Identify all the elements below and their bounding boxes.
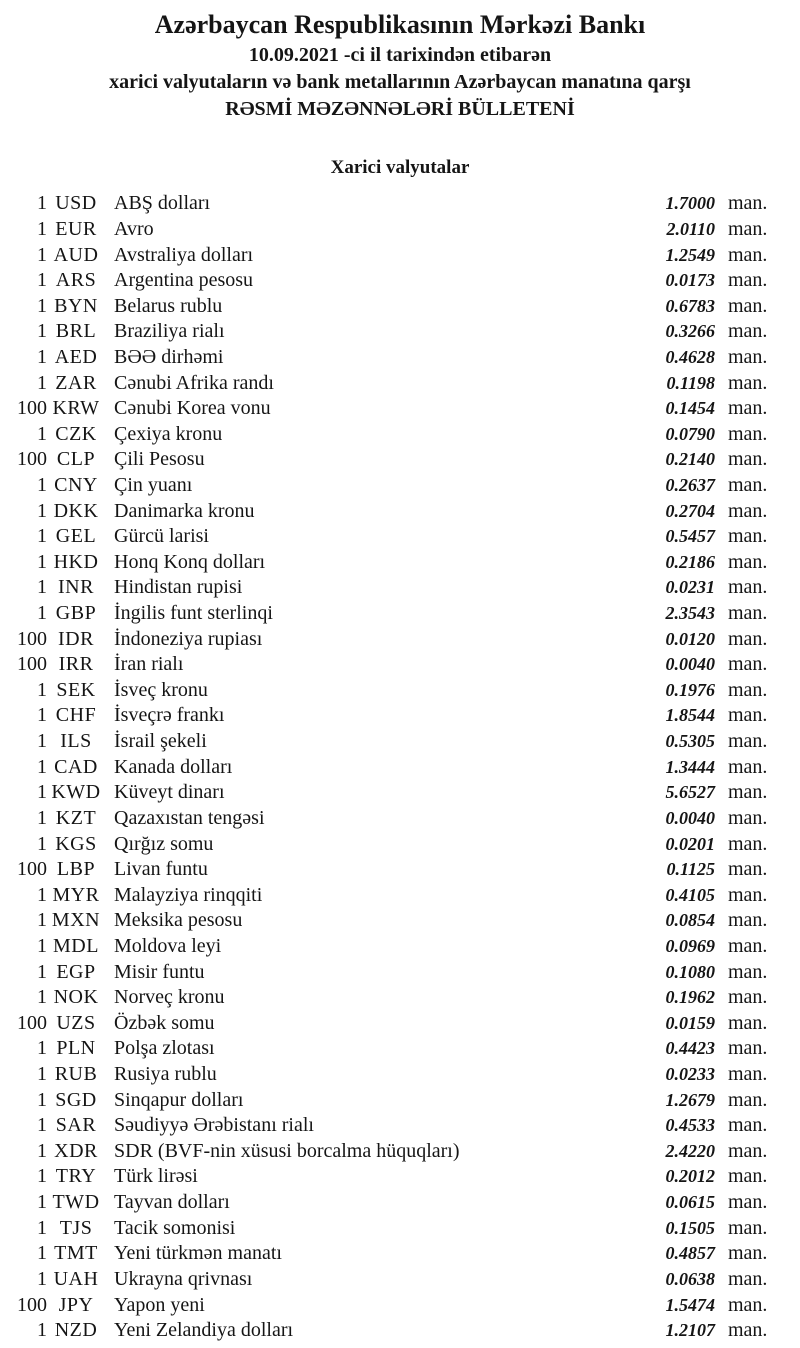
table-row [0, 652, 800, 678]
row-unit-label: man. [728, 1319, 768, 1342]
row-currency-code: MYR [52, 883, 100, 906]
row-currency-code: KWD [51, 781, 101, 804]
row-currency-code: KGS [55, 832, 97, 855]
row-currency-code: CNY [54, 474, 98, 496]
row-currency-code: USD [55, 192, 97, 215]
row-rate-value: 0.5457 [665, 526, 715, 547]
row-currency-code: ILS [60, 730, 92, 753]
row-rate-value: 0.4628 [665, 346, 715, 367]
row-unit-label: man. [728, 883, 768, 906]
row-currency-code: ZAR [55, 371, 97, 394]
row-currency-name: Livan funtu [114, 858, 208, 881]
row-currency-name: Avro [114, 217, 154, 240]
table-row [0, 550, 800, 576]
table-row [0, 191, 800, 217]
table-row [0, 242, 800, 268]
row-rate-value: 0.0969 [665, 935, 715, 956]
row-unit-label: man. [728, 1293, 768, 1316]
row-currency-code: DKK [53, 499, 99, 522]
row-quantity: 100 [17, 448, 47, 471]
table-row [0, 1011, 800, 1037]
row-currency-code: NZD [54, 1319, 98, 1342]
row-quantity: 1 [37, 755, 47, 778]
row-rate-value: 1.5474 [665, 1294, 715, 1315]
row-currency-name: Avstraliya dolları [114, 243, 254, 266]
row-currency-name: Rusiya rublu [114, 1063, 217, 1086]
row-rate-value: 0.0231 [665, 577, 715, 598]
row-currency-code: BYN [54, 294, 98, 317]
row-unit-label: man. [728, 934, 768, 957]
row-currency-name: Norveç kronu [114, 986, 225, 1009]
row-currency-code: RUB [54, 1063, 98, 1086]
row-rate-value: 5.6527 [665, 782, 715, 803]
row-unit-label: man. [728, 397, 768, 420]
table-row [0, 1318, 800, 1344]
row-rate-value: 0.1454 [665, 398, 715, 419]
row-currency-code: GEL [55, 525, 97, 548]
row-quantity: 1 [37, 345, 47, 368]
row-quantity: 1 [37, 269, 47, 292]
row-currency-code: CZK [55, 422, 97, 445]
row-currency-code: HKD [53, 550, 99, 573]
row-quantity: 1 [37, 499, 47, 522]
row-currency-code: CLP [56, 448, 96, 471]
row-quantity: 1 [37, 243, 47, 266]
row-unit-label: man. [728, 832, 768, 855]
row-rate-value: 0.0233 [665, 1064, 715, 1085]
row-quantity: 1 [37, 474, 47, 496]
row-currency-name: İngilis funt sterlinqi [114, 602, 273, 625]
row-unit-label: man. [728, 474, 768, 496]
row-unit-label: man. [728, 422, 768, 445]
table-row [0, 1036, 800, 1062]
row-quantity: 100 [17, 397, 47, 420]
row-quantity: 100 [17, 627, 47, 650]
rates-table [0, 191, 800, 1343]
table-row [0, 882, 800, 908]
row-currency-name: Küveyt dinarı [114, 781, 225, 804]
row-quantity: 1 [37, 525, 47, 548]
row-currency-name: Yeni Zelandiya dolları [114, 1319, 294, 1342]
row-currency-code: UAH [53, 1267, 99, 1290]
table-row [0, 1292, 800, 1318]
row-currency-code: ARS [55, 269, 97, 292]
row-unit-label: man. [728, 448, 768, 471]
row-rate-value: 0.1125 [666, 859, 715, 880]
row-unit-label: man. [728, 653, 768, 676]
row-currency-code: XDR [54, 1139, 98, 1162]
row-rate-value: 0.1198 [666, 372, 715, 393]
row-currency-code: JPY [58, 1293, 94, 1316]
row-currency-code: KRW [52, 397, 100, 420]
row-rate-value: 0.0173 [665, 270, 715, 291]
row-currency-name: İsveçrə frankı [114, 704, 225, 727]
table-row [0, 524, 800, 550]
row-currency-code: CAD [54, 755, 98, 778]
row-currency-code: INR [58, 576, 94, 599]
row-quantity: 1 [37, 1114, 47, 1137]
subject-line: xarici valyutaların və bank metallarının Azərbaycan manatına qarşı [109, 71, 691, 93]
row-unit-label: man. [728, 345, 768, 368]
row-quantity: 100 [17, 858, 47, 881]
row-currency-code: MXN [51, 909, 101, 932]
row-unit-label: man. [728, 960, 768, 983]
table-row [0, 575, 800, 601]
table-row [0, 601, 800, 627]
row-quantity: 1 [37, 294, 47, 317]
row-rate-value: 0.4533 [665, 1115, 715, 1136]
table-row [0, 217, 800, 243]
row-currency-name: Braziliya rialı [114, 320, 225, 343]
table-row [0, 703, 800, 729]
row-quantity: 1 [37, 986, 47, 1009]
row-quantity: 1 [37, 192, 47, 215]
row-rate-value: 1.2107 [665, 1320, 715, 1341]
table-row [0, 1215, 800, 1241]
row-rate-value: 0.2012 [665, 1166, 715, 1187]
row-unit-label: man. [728, 627, 768, 650]
row-currency-code: IDR [58, 627, 94, 650]
row-currency-code: SGD [55, 1088, 97, 1111]
row-currency-code: TRY [55, 1165, 97, 1188]
row-quantity: 1 [37, 422, 47, 445]
row-rate-value: 2.0110 [666, 218, 715, 239]
row-unit-label: man. [728, 525, 768, 548]
table-row [0, 473, 800, 499]
row-unit-label: man. [728, 755, 768, 778]
row-currency-name: Misir funtu [114, 960, 205, 983]
row-rate-value: 0.1505 [665, 1217, 715, 1238]
table-row [0, 1139, 800, 1165]
row-currency-name: Belarus rublu [114, 294, 223, 317]
row-rate-value: 0.0159 [665, 1012, 715, 1033]
row-quantity: 1 [37, 550, 47, 573]
row-rate-value: 2.4220 [665, 1140, 715, 1161]
row-currency-name: Malayziya rinqqiti [114, 883, 263, 906]
row-currency-code: GBP [55, 602, 97, 625]
row-currency-code: TMT [54, 1242, 98, 1265]
row-unit-label: man. [728, 1242, 768, 1265]
row-unit-label: man. [728, 1191, 768, 1214]
row-unit-label: man. [728, 1267, 768, 1290]
row-currency-name: Polşa zlotası [114, 1037, 215, 1060]
row-quantity: 1 [37, 832, 47, 855]
row-unit-label: man. [728, 1088, 768, 1111]
row-currency-code: CHF [55, 704, 97, 727]
row-currency-code: LBP [56, 858, 96, 881]
table-row [0, 421, 800, 447]
row-rate-value: 0.2704 [665, 500, 715, 521]
row-rate-value: 1.2549 [665, 244, 715, 265]
table-row [0, 780, 800, 806]
row-quantity: 1 [37, 704, 47, 727]
row-unit-label: man. [728, 909, 768, 932]
row-quantity: 1 [37, 934, 47, 957]
row-currency-code: NOK [53, 986, 99, 1009]
row-unit-label: man. [728, 858, 768, 881]
row-unit-label: man. [728, 371, 768, 394]
row-currency-name: Səudiyyə Ərəbistanı rialı [114, 1114, 314, 1137]
table-row [0, 959, 800, 985]
date-line: 10.09.2021 -ci il tarixindən etibarən [248, 44, 552, 66]
table-row [0, 729, 800, 755]
row-currency-name: Ukrayna qrivnası [114, 1267, 253, 1290]
row-unit-label: man. [728, 1063, 768, 1086]
row-quantity: 1 [37, 806, 47, 829]
row-rate-value: 0.0638 [665, 1268, 715, 1289]
row-quantity: 1 [37, 576, 47, 599]
table-row [0, 831, 800, 857]
table-row [0, 319, 800, 345]
row-rate-value: 0.0615 [665, 1192, 715, 1213]
row-unit-label: man. [728, 294, 768, 317]
table-row [0, 345, 800, 371]
table-row [0, 396, 800, 422]
table-row [0, 1062, 800, 1088]
row-quantity: 1 [37, 1191, 47, 1214]
row-currency-name: Honq Konq dolları [114, 550, 266, 573]
row-quantity: 1 [37, 371, 47, 394]
row-rate-value: 0.0790 [665, 423, 715, 444]
row-quantity: 100 [17, 1293, 47, 1316]
row-currency-name: Qazaxıstan tengəsi [114, 806, 265, 829]
row-currency-name: İndoneziya rupiası [114, 627, 263, 650]
row-currency-name: İsrail şekeli [114, 730, 207, 753]
row-currency-name: BƏƏ dirhəmi [114, 345, 224, 368]
table-row [0, 1113, 800, 1139]
row-quantity: 1 [37, 1242, 47, 1265]
row-currency-code: TWD [52, 1191, 100, 1214]
row-unit-label: man. [728, 499, 768, 522]
table-row [0, 934, 800, 960]
row-rate-value: 0.0120 [665, 628, 715, 649]
row-rate-value: 0.0201 [665, 833, 715, 854]
row-currency-name: Çin yuanı [114, 474, 193, 496]
row-unit-label: man. [728, 678, 768, 701]
row-quantity: 1 [37, 320, 47, 343]
row-currency-code: KZT [55, 806, 97, 829]
row-currency-name: Moldova leyi [114, 934, 222, 957]
row-unit-label: man. [728, 602, 768, 625]
row-currency-code: EUR [55, 217, 97, 240]
table-row [0, 754, 800, 780]
table-row [0, 268, 800, 294]
row-unit-label: man. [728, 781, 768, 804]
row-currency-code: EGP [56, 960, 96, 983]
table-row [0, 806, 800, 832]
row-rate-value: 0.2140 [665, 449, 715, 470]
row-unit-label: man. [728, 576, 768, 599]
row-rate-value: 0.0040 [665, 807, 715, 828]
row-currency-code: AED [54, 345, 98, 368]
row-rate-value: 0.0040 [665, 654, 715, 675]
row-currency-name: Cənubi Korea vonu [114, 397, 271, 420]
row-quantity: 1 [37, 678, 47, 701]
row-currency-name: ABŞ dolları [114, 192, 211, 215]
row-unit-label: man. [728, 704, 768, 727]
row-quantity: 1 [37, 730, 47, 753]
table-row [0, 447, 800, 473]
row-quantity: 1 [37, 1088, 47, 1111]
row-unit-label: man. [728, 806, 768, 829]
row-currency-name: Tacik somonisi [114, 1216, 236, 1239]
row-quantity: 1 [37, 1037, 47, 1060]
row-quantity: 100 [17, 1011, 47, 1034]
row-rate-value: 0.1080 [665, 961, 715, 982]
row-quantity: 1 [37, 1063, 47, 1086]
row-currency-name: Hindistan rupisi [114, 576, 243, 599]
row-quantity: 1 [37, 909, 47, 932]
row-unit-label: man. [728, 320, 768, 343]
row-rate-value: 0.2637 [665, 475, 715, 495]
row-quantity: 1 [37, 602, 47, 625]
row-rate-value: 0.4857 [665, 1243, 715, 1264]
row-currency-code: SAR [55, 1114, 97, 1137]
table-row [0, 857, 800, 883]
row-unit-label: man. [728, 550, 768, 573]
row-quantity: 1 [37, 1216, 47, 1239]
row-currency-code: UZS [56, 1011, 96, 1034]
row-rate-value: 0.5305 [665, 731, 715, 752]
row-unit-label: man. [728, 1037, 768, 1060]
row-unit-label: man. [728, 1114, 768, 1137]
row-unit-label: man. [728, 1139, 768, 1162]
row-unit-label: man. [728, 986, 768, 1009]
bulletin-header [0, 0, 800, 123]
row-quantity: 1 [37, 1139, 47, 1162]
row-rate-value: 0.4105 [665, 884, 715, 905]
row-currency-name: SDR (BVF-nin xüsusi borcalma hüquqları) [114, 1139, 460, 1162]
row-currency-name: Meksika pesosu [114, 909, 243, 932]
row-unit-label: man. [728, 730, 768, 753]
row-currency-name: Qırğız somu [114, 832, 214, 855]
row-rate-value: 0.6783 [665, 295, 715, 316]
row-rate-value: 0.3266 [665, 321, 715, 342]
row-rate-value: 0.1962 [665, 987, 715, 1008]
row-currency-name: Türk lirəsi [114, 1165, 198, 1188]
row-rate-value: 1.8544 [665, 705, 715, 726]
bulletin-title: RƏSMİ MƏZƏNNƏLƏRİ BÜLLETENİ [225, 98, 575, 120]
row-currency-name: Sinqapur dolları [114, 1088, 244, 1111]
page-title: Azərbaycan Respublikasının Mərkəzi Bankı [154, 10, 646, 39]
row-unit-label: man. [728, 217, 768, 240]
section-title: Xarici valyutalar [330, 157, 470, 178]
row-currency-name: İran rialı [114, 653, 184, 676]
row-currency-name: Cənubi Afrika randı [114, 371, 274, 394]
table-row [0, 908, 800, 934]
row-quantity: 1 [37, 883, 47, 906]
table-row [0, 985, 800, 1011]
table-row [0, 370, 800, 396]
table-row [0, 1190, 800, 1216]
table-row [0, 498, 800, 524]
table-row [0, 1087, 800, 1113]
row-currency-code: IRR [58, 653, 94, 676]
table-row [0, 293, 800, 319]
row-rate-value: 1.3444 [665, 756, 715, 777]
row-quantity: 1 [37, 960, 47, 983]
row-currency-name: Kanada dolları [114, 755, 233, 778]
row-rate-value: 0.1976 [665, 679, 715, 700]
row-unit-label: man. [728, 1165, 768, 1188]
table-row [0, 626, 800, 652]
table-row [0, 1164, 800, 1190]
table-row [0, 1241, 800, 1267]
row-currency-name: Tayvan dolları [114, 1191, 230, 1214]
table-row [0, 678, 800, 704]
row-currency-code: TJS [59, 1216, 93, 1239]
row-currency-code: PLN [56, 1037, 96, 1060]
table-row [0, 1267, 800, 1293]
row-currency-name: Argentina pesosu [114, 269, 254, 292]
row-unit-label: man. [728, 269, 768, 292]
row-currency-code: AUD [53, 243, 99, 266]
row-quantity: 1 [37, 217, 47, 240]
row-rate-value: 0.2186 [665, 551, 715, 572]
row-unit-label: man. [728, 243, 768, 266]
row-currency-name: Çili Pesosu [114, 448, 205, 471]
row-quantity: 1 [37, 1267, 47, 1290]
row-currency-code: SEK [56, 678, 96, 701]
row-currency-name: Gürcü larisi [114, 525, 209, 548]
row-unit-label: man. [728, 192, 768, 215]
row-unit-label: man. [728, 1011, 768, 1034]
row-quantity: 100 [17, 653, 47, 676]
row-currency-name: Danimarka kronu [114, 499, 255, 522]
row-unit-label: man. [728, 1216, 768, 1239]
row-currency-name: Özbək somu [114, 1011, 215, 1034]
row-quantity: 1 [37, 1319, 47, 1342]
row-currency-name: Yapon yeni [114, 1293, 205, 1316]
row-rate-value: 1.7000 [665, 193, 715, 214]
row-currency-name: Çexiya kronu [114, 422, 223, 445]
row-quantity: 1 [37, 781, 47, 804]
row-currency-name: Yeni türkmən manatı [114, 1242, 282, 1265]
row-currency-code: MDL [53, 934, 99, 957]
row-rate-value: 1.2679 [665, 1089, 715, 1110]
row-rate-value: 0.4423 [665, 1038, 715, 1059]
row-currency-name: İsveç kronu [114, 678, 208, 701]
row-currency-code: BRL [55, 320, 97, 343]
row-rate-value: 2.3543 [665, 603, 715, 624]
row-rate-value: 0.0854 [665, 910, 715, 931]
row-quantity: 1 [37, 1165, 47, 1188]
